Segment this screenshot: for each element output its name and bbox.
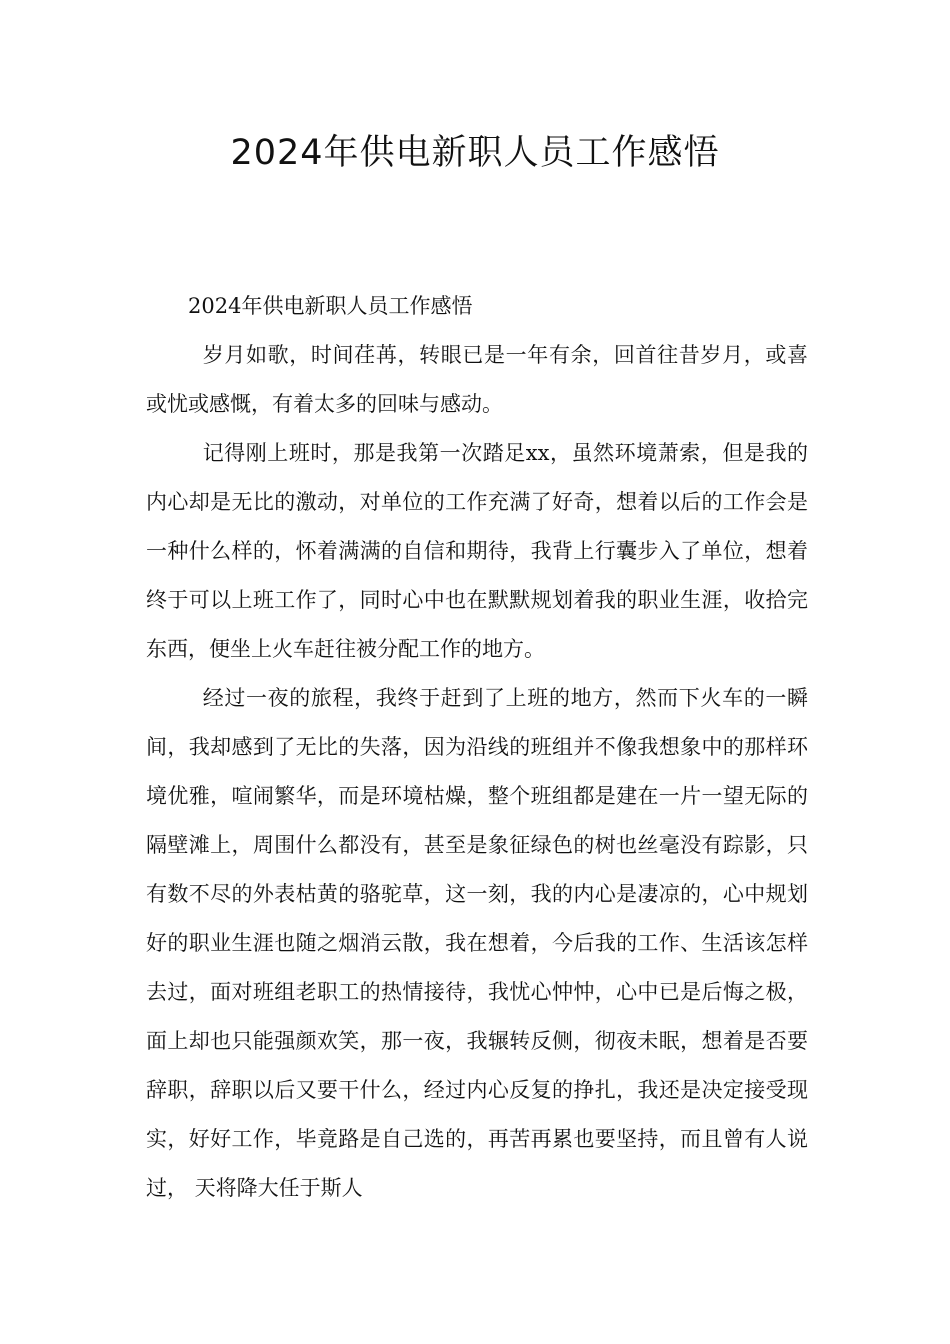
- paragraph-2: 记得刚上班时，那是我第一次踏足xx，虽然环境萧索，但是我的内心却是无比的激动，对单位的工作充满了好奇，想着以后的工作会是一种什么样的，怀着满满的自信和期待，我背上行囊步入了单位，想着终于可以上班工作了，同时心中也在默默规划着我的职业生涯，收拾完东西，便坐上火车赶往被分配工作的地方。: [146, 441, 808, 661]
- document-subtitle: 2024年供电新职人员工作感悟: [188, 294, 473, 318]
- paragraph-1: 岁月如歌，时间荏苒，转眼已是一年有余，回首往昔岁月，或喜或忧或感慨，有着太多的回味与感动。: [146, 343, 808, 416]
- paragraph-3: 经过一夜的旅程，我终于赶到了上班的地方，然而下火车的一瞬间，我却感到了无比的失落，因为沿线的班组并不像我想象中的那样环境优雅，喧闹繁华，而是环境枯燥，整个班组都是建在一片一望无际的隔壁滩上，周围什么都没有，甚至是象征绿色的树也丝毫没有踪影，只有数不尽的外表枯黄的骆驼草，这一刻，我的内心是凄凉的，心中规划好的职业生涯也随之烟消云散，我在想着，今后我的工作、生活该怎样去过，面对班组老职工的热情接待，我忧心忡忡，心中已是后悔之极，面上却也只能强颜欢笑，那一夜，我辗转反侧，彻夜未眠，想着是否要辞职，辞职以后又要干什么，经过内心反复的挣扎，我还是决定接受现实，好好工作，毕竟路是自己选的，再苦再累也要坚持，而且曾有人说过， 天将降大任于斯人: [146, 686, 808, 1200]
- page-title: 2024年供电新职人员工作感悟: [230, 133, 720, 173]
- document-body: [146, 282, 808, 1213]
